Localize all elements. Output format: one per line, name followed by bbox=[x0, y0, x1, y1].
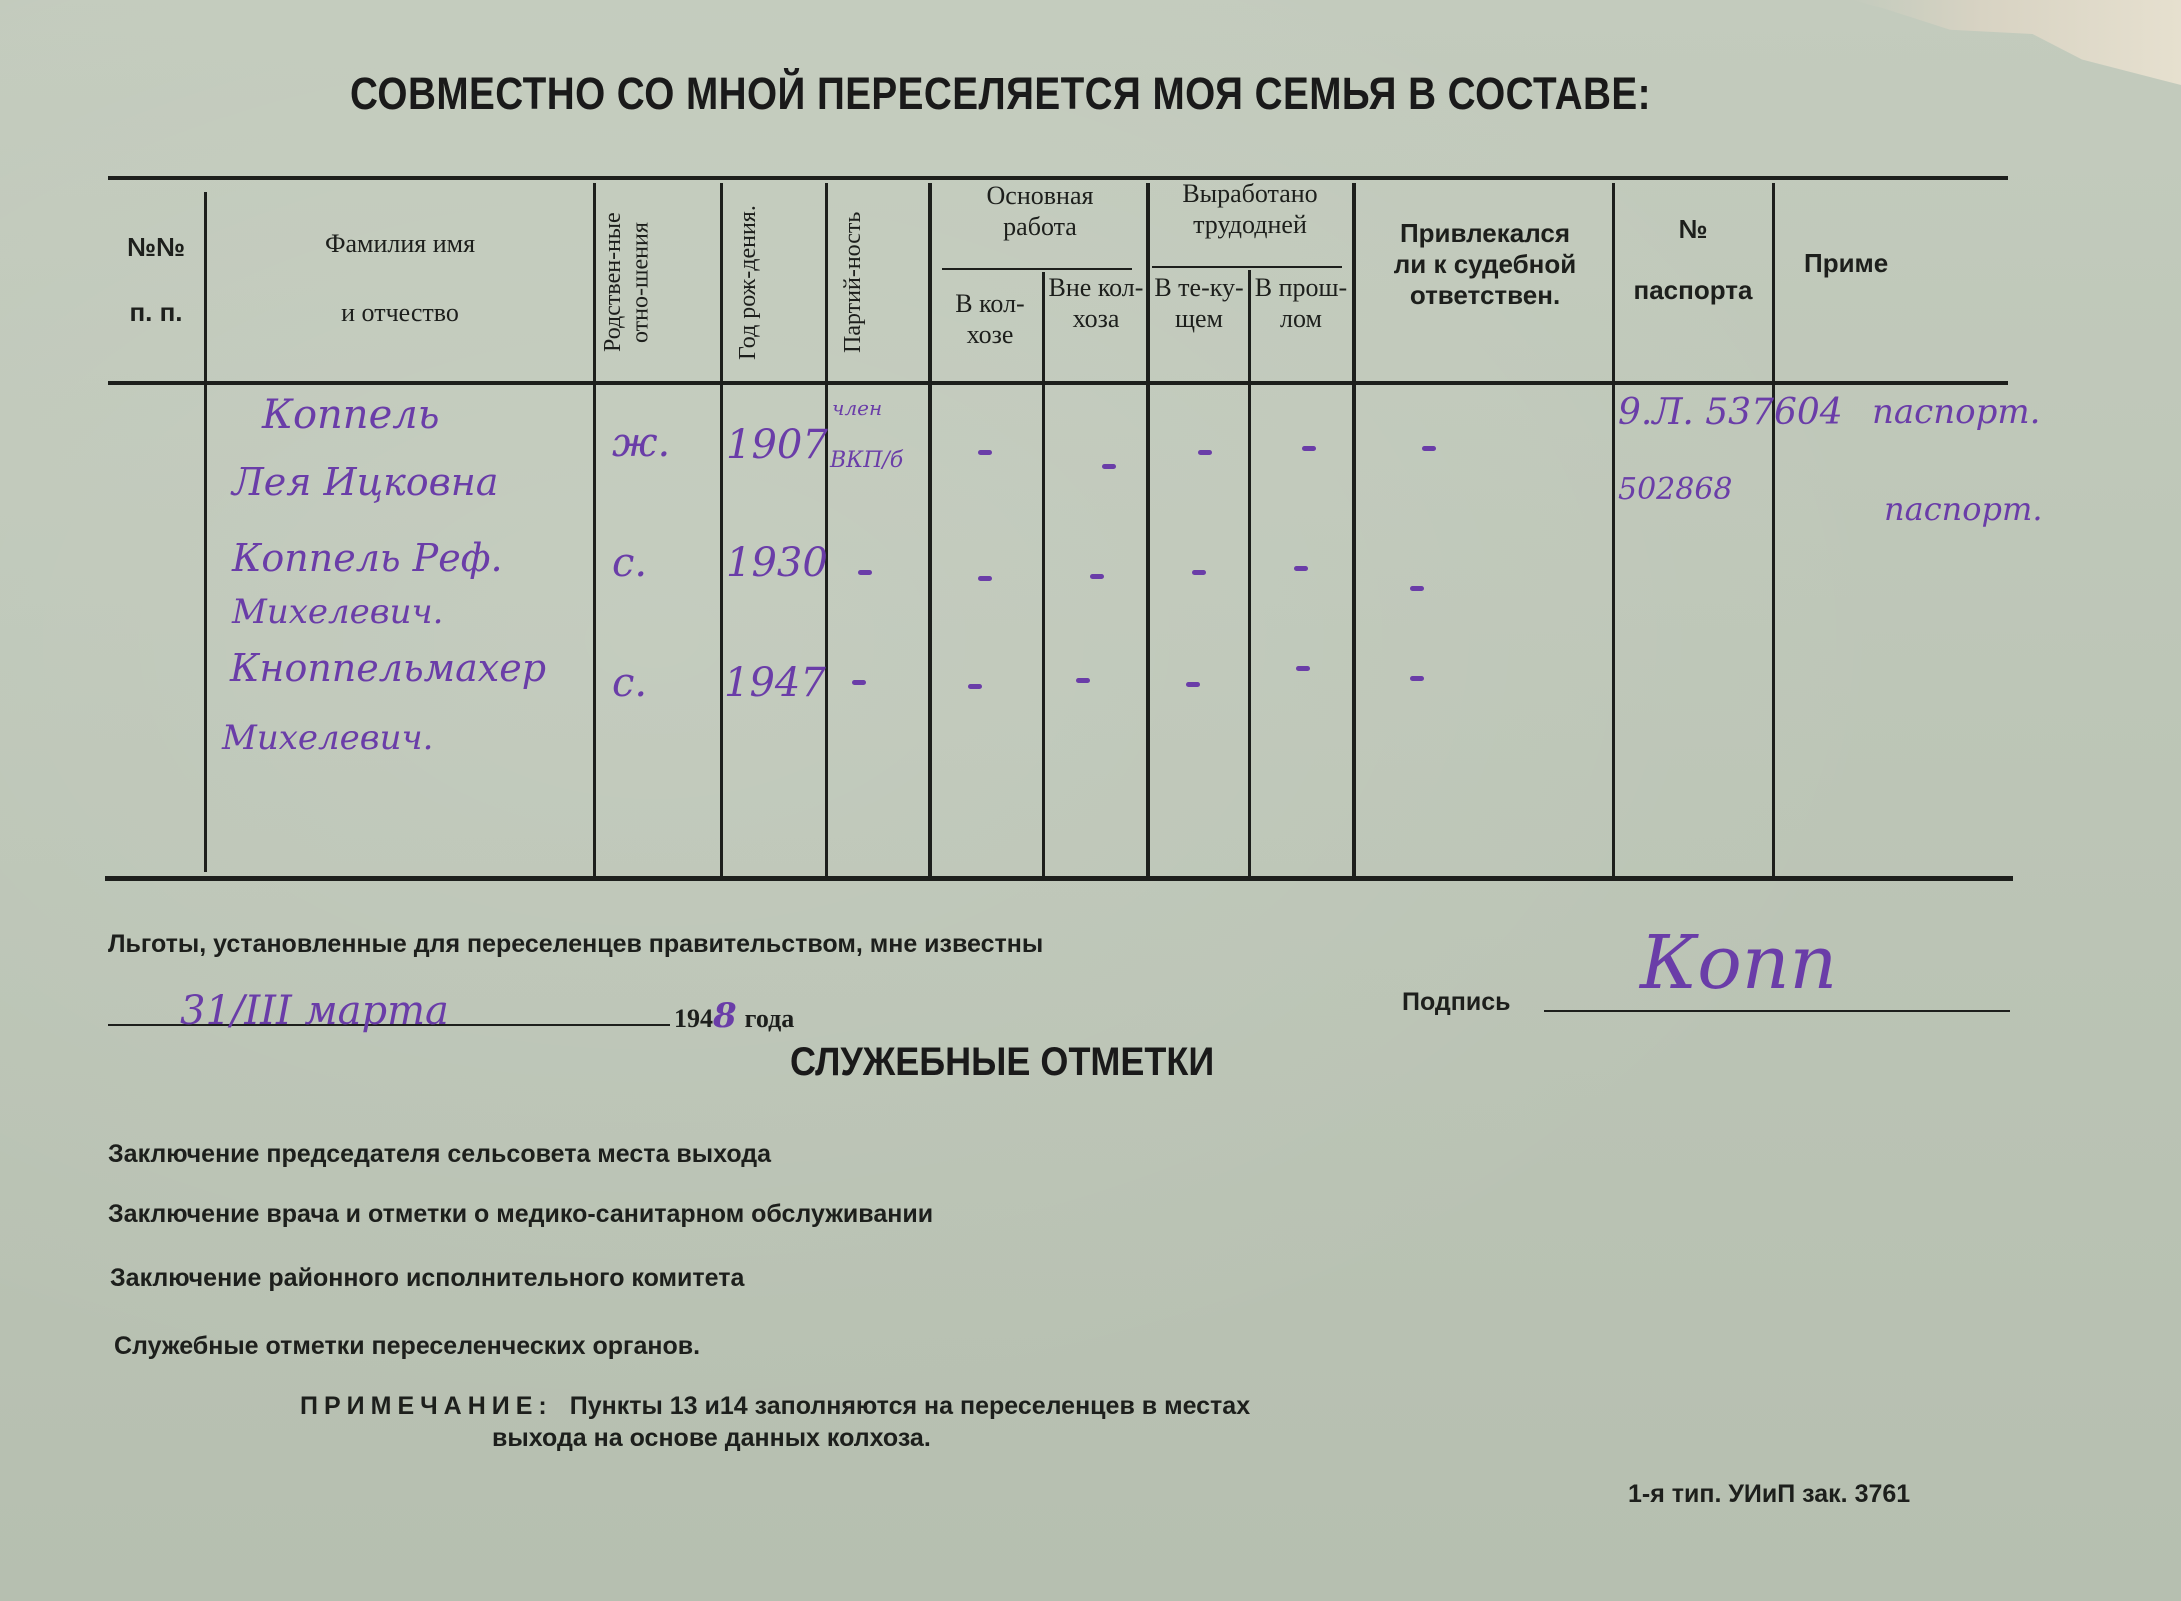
empty-mark bbox=[1102, 464, 1116, 469]
row1-note-2: паспорт. bbox=[1884, 490, 2043, 528]
row1-birth-year: 1907 bbox=[726, 422, 828, 468]
empty-mark bbox=[1192, 570, 1206, 575]
header-main-work-line2: работа bbox=[1003, 212, 1077, 242]
col-divider bbox=[204, 192, 207, 872]
row1-party-line2: ВКП/б bbox=[830, 448, 904, 473]
service-item-resettlement-bodies: Служебные отметки переселенческих органов. bbox=[114, 1332, 701, 1360]
header-outside-kolkhoz: Вне кол-хоза bbox=[1048, 273, 1144, 334]
signature: Копп bbox=[1640, 920, 1838, 1006]
header-notes: Приме bbox=[1804, 248, 1889, 278]
header-court-line3: ответствен. bbox=[1409, 280, 1561, 311]
empty-mark bbox=[978, 450, 992, 455]
col-divider bbox=[1042, 272, 1045, 878]
table-header-rule bbox=[108, 381, 2008, 385]
row1-relation: ж. bbox=[612, 420, 671, 466]
printer-mark: 1-я тип. УИиП зак. 3761 bbox=[1628, 1480, 1911, 1508]
empty-mark bbox=[1198, 450, 1212, 455]
signature-label: Подпись bbox=[1402, 988, 1511, 1016]
footnote-line2: выхода на основе данных колхоза. bbox=[492, 1424, 931, 1452]
header-number-line2: п. п. bbox=[129, 297, 183, 328]
empty-mark bbox=[968, 684, 982, 689]
header-court bbox=[1360, 218, 1610, 312]
benefits-statement: Льготы, установленные для переселенцев правительством, мне известны bbox=[108, 930, 1044, 958]
empty-mark bbox=[1294, 566, 1308, 571]
header-past: В прош-лом bbox=[1254, 273, 1348, 334]
header-party: Партий-ность bbox=[840, 211, 866, 354]
header-current: В те-ку-щем bbox=[1154, 273, 1244, 334]
col-divider bbox=[593, 183, 596, 878]
empty-mark bbox=[1422, 446, 1436, 451]
header-full-name bbox=[210, 228, 590, 328]
footnote-line1: Пункты 13 и14 заполняются на переселенцев в местах bbox=[569, 1392, 1251, 1420]
service-item-doctor: Заключение врача и отметки о медико-санитарном обслуживании bbox=[108, 1200, 934, 1228]
header-name-line1: Фамилия имя bbox=[324, 229, 476, 258]
footnote-label: ПРИМЕЧАНИЕ: bbox=[300, 1392, 553, 1420]
header-passport bbox=[1616, 214, 1770, 306]
col-divider bbox=[1352, 183, 1356, 878]
date-handwritten: 31/III марта bbox=[180, 988, 449, 1034]
empty-mark bbox=[1296, 666, 1310, 671]
empty-mark bbox=[1090, 574, 1104, 579]
service-item-village-council: Заключение председателя сельсовета места выхода bbox=[108, 1140, 772, 1168]
col-divider bbox=[825, 183, 828, 878]
header-passport-line1: № bbox=[1678, 214, 1708, 244]
empty-mark bbox=[1302, 446, 1316, 451]
header-workdays-line1: Выработано bbox=[1182, 179, 1318, 208]
row1-surname: Коппель bbox=[262, 392, 440, 438]
main-work-subrule bbox=[942, 268, 1132, 270]
header-number bbox=[110, 232, 202, 328]
empty-mark bbox=[1076, 678, 1090, 683]
col-divider bbox=[1248, 270, 1251, 878]
row2-given-names: Михелевич. bbox=[232, 592, 444, 632]
header-court-line1: Привлекался bbox=[1399, 218, 1571, 248]
row3-relation: с. bbox=[612, 660, 648, 706]
page-title: СОВМЕСТНО СО МНОЙ ПЕРЕСЕЛЯЕТСЯ МОЯ СЕМЬЯ В СОСТАВЕ: bbox=[350, 68, 1651, 119]
empty-mark bbox=[858, 570, 872, 575]
col-divider bbox=[1146, 183, 1150, 878]
col-divider bbox=[928, 183, 932, 878]
header-number-line1: №№ bbox=[127, 232, 185, 262]
row2-birth-year: 1930 bbox=[726, 540, 828, 586]
year-suffix: года bbox=[744, 1004, 795, 1033]
row2-surname: Коппель Реф. bbox=[232, 536, 503, 580]
year-prefix: 194 bbox=[674, 1004, 713, 1033]
year-digit-handwritten: 8 bbox=[713, 996, 737, 1036]
empty-mark bbox=[1410, 676, 1424, 681]
empty-mark bbox=[1410, 586, 1424, 591]
header-workdays bbox=[1150, 178, 1350, 240]
header-court-line2: ли к судебной bbox=[1393, 249, 1577, 280]
row3-given-names: Михелевич. bbox=[222, 718, 434, 758]
year-field bbox=[674, 996, 794, 1036]
row1-passport: 9.Л. 537604 bbox=[1618, 392, 1843, 433]
row1-passport-2: 502868 bbox=[1618, 472, 1733, 507]
col-divider bbox=[1612, 183, 1615, 878]
header-workdays-line2: трудодней bbox=[1193, 210, 1307, 240]
col-divider bbox=[720, 183, 723, 878]
service-marks-title: СЛУЖЕБНЫЕ ОТМЕТКИ bbox=[790, 1040, 1215, 1084]
header-relation: Родствен-ные отно-шения bbox=[600, 212, 654, 353]
header-main-work-line1: Основная bbox=[986, 181, 1094, 210]
col-divider bbox=[1772, 183, 1775, 878]
header-in-kolkhoz: В кол-хозе bbox=[955, 289, 1025, 350]
torn-corner bbox=[1851, 0, 2181, 85]
row1-note-1: паспорт. bbox=[1872, 392, 2041, 432]
empty-mark bbox=[852, 680, 866, 685]
empty-mark bbox=[1186, 682, 1200, 687]
footnote bbox=[300, 1392, 1250, 1421]
empty-mark bbox=[978, 576, 992, 581]
row1-party-line1: член bbox=[832, 396, 883, 420]
header-birth-year: Год рож-дения. bbox=[735, 205, 761, 360]
workdays-subrule bbox=[1152, 266, 1342, 268]
header-name-line2: и отчество bbox=[341, 298, 459, 328]
row3-surname: Кноппельмахер bbox=[230, 646, 547, 690]
row3-birth-year: 1947 bbox=[724, 660, 826, 706]
table-bottom-rule bbox=[105, 876, 2013, 881]
row2-relation: с. bbox=[612, 540, 648, 586]
service-item-district-committee: Заключение районного исполнительного комитета bbox=[110, 1264, 745, 1292]
header-passport-line2: паспорта bbox=[1633, 275, 1753, 306]
signature-line bbox=[1544, 1010, 2010, 1012]
row1-given-names: Лея Ицковна bbox=[232, 460, 499, 504]
header-main-work bbox=[940, 180, 1140, 242]
